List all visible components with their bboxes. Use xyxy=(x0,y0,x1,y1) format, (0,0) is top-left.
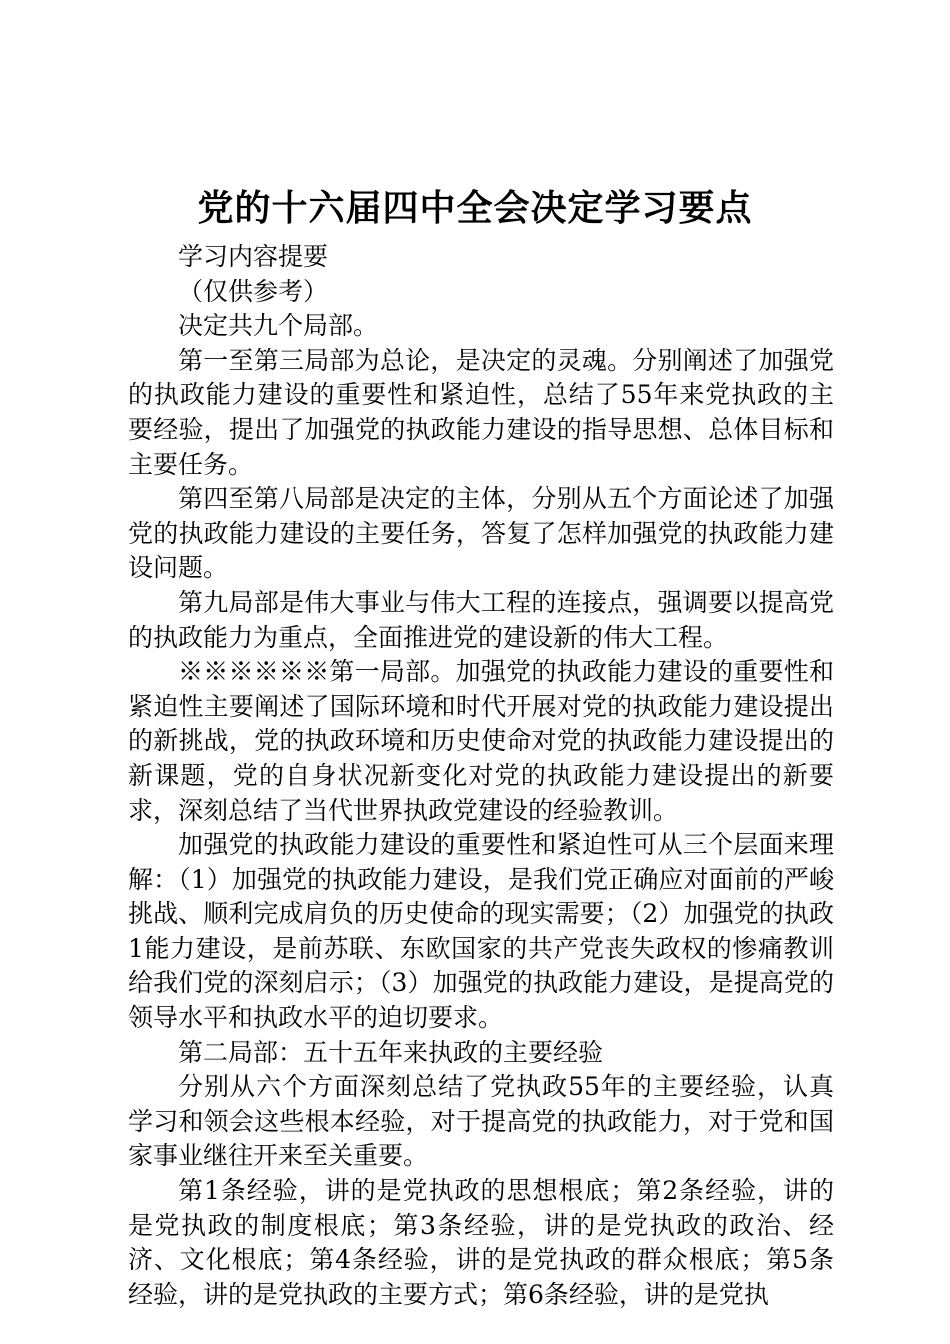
paragraph-note: （仅供参考） xyxy=(178,276,329,306)
paragraph: 第1条经验，讲的是党执政的思想根底；第2条经验，讲的是党执政的制度根底；第3条经验，讲的是党执政的政治、经济、文化根底；第4条经验，讲的是党执政的群众根底；第5条经验，讲的是党执政的主要方式；第6条经验，讲的是党执 xyxy=(128,1176,834,1309)
section-heading: 第二局部：五十五年来执政的主要经验 xyxy=(178,1037,604,1067)
paragraph-subtitle: 学习内容提要 xyxy=(178,242,329,271)
document-body xyxy=(128,240,834,1312)
paragraph: 第九局部是伟大事业与伟大工程的连接点，强调要以提高党的执政能力为重点，全面推进党的建设新的伟大工程。 xyxy=(128,587,834,652)
paragraph: 第四至第八局部是决定的主体，分别从五个方面论述了加强党的执政能力建设的主要任务，答复了怎样加强党的执政能力建设问题。 xyxy=(128,484,834,583)
document-title: 党的十六届四中全会决定学习要点 xyxy=(197,187,753,229)
paragraph: 决定共九个局部。 xyxy=(178,311,379,341)
paragraph: 分别从六个方面深刻总结了党执政55年的主要经验，认真学习和领会这些根本经验，对于提高党的执政能力，对于党和国家事业继往开来至关重要。 xyxy=(128,1072,834,1171)
paragraph: 加强党的执政能力建设的重要性和紧迫性可从三个层面来理解：（1）加强党的执政能力建设，是我们党正确应对面前的严峻挑战、顺利完成肩负的历史使命的现实需要；（2）加强党的执政1能力建设，是前苏联、东欧国家的共产党丧失政权的惨痛教训给我们党的深刻启示；（3）加强党的执政能力建设，是提高党的领导水平和执政水平的迫切要求。 xyxy=(128,830,834,1033)
paragraph: 第一至第三局部为总论，是决定的灵魂。分别阐述了加强党的执政能力建设的重要性和紧迫性，总结了55年来党执政的主要经验，提出了加强党的执政能力建设的指导思想、总体目标和主要任务。 xyxy=(128,345,834,479)
paragraph: ※※※※※※第一局部。加强党的执政能力建设的重要性和紧迫性主要阐述了国际环境和时代开展对党的执政能力建设提出的新挑战，党的执政环境和历史使命对党的执政能力建设提出的新课题，党的自身状况新变化对党的执政能力建设提出的新要求，深刻总结了当代世界执政党建设的经验教训。 xyxy=(128,657,834,825)
